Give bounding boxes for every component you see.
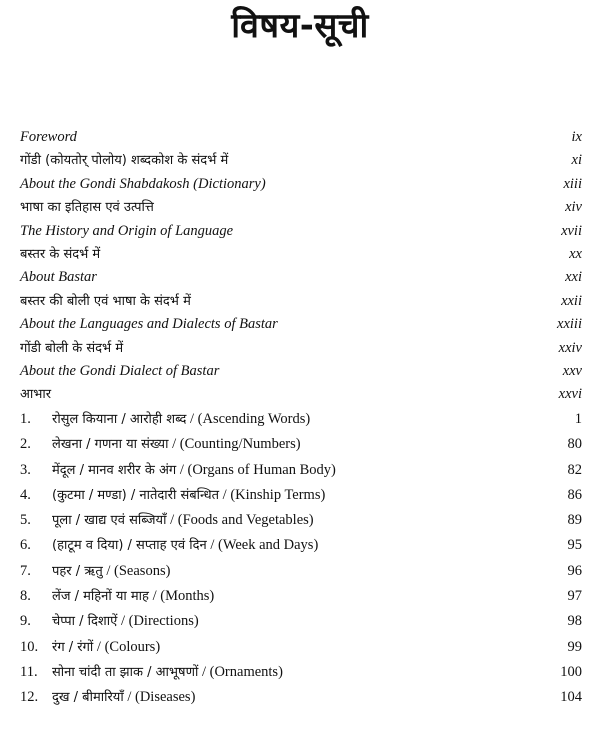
chapter-title-english: (Organs of Human Body) bbox=[187, 461, 336, 478]
chapter-title bbox=[52, 508, 532, 533]
chapter-title-english: (Colours) bbox=[104, 638, 161, 655]
chapter-entry[interactable] bbox=[20, 685, 582, 710]
chapter-entry[interactable] bbox=[20, 609, 582, 634]
chapter-title-hindi: (कुटमा / मण्डा) / नातेदारी संबन्धित bbox=[52, 487, 220, 503]
toc-entry-label: गोंडी बोली के संदर्भ में bbox=[20, 340, 124, 356]
chapter-number: 5. bbox=[20, 512, 31, 529]
chapter-title-english: (Seasons) bbox=[114, 562, 171, 579]
chapter-entry[interactable] bbox=[20, 432, 582, 457]
chapter-number: 4. bbox=[20, 486, 31, 503]
toc-entry-page: xxiii bbox=[557, 316, 582, 333]
toc-entry[interactable] bbox=[20, 290, 582, 313]
chapter-page: 1 bbox=[574, 411, 582, 427]
chapter-page: 95 bbox=[567, 537, 582, 554]
toc-entry-label: बस्तर के संदर्भ में bbox=[20, 246, 101, 262]
title-separator: / bbox=[93, 638, 105, 655]
chapter-page: 96 bbox=[567, 562, 582, 579]
chapter-title-hindi: लेंज / महिनों या माह bbox=[52, 589, 149, 605]
chapter-number: 1. bbox=[20, 411, 31, 427]
toc-entry[interactable] bbox=[20, 196, 582, 219]
toc-entry-label: About the Gondi Shabdakosh (Dictionary) bbox=[20, 175, 266, 192]
chapter-page: 86 bbox=[567, 486, 582, 503]
toc-entry-label: About the Gondi Dialect of Bastar bbox=[20, 362, 220, 379]
toc-entry-label: आभार bbox=[20, 387, 52, 403]
toc-entry-label: About Bastar bbox=[20, 269, 97, 286]
chapter-title-english: (Months) bbox=[160, 588, 215, 605]
toc-entry-page: xi bbox=[571, 152, 582, 169]
chapter-number: 6. bbox=[20, 537, 31, 554]
chapter-entry[interactable] bbox=[20, 483, 582, 508]
chapter-title-hindi: सोना चांदी ता झाक / आभूषणों bbox=[52, 664, 199, 680]
chapter-title-english: (Ascending Words) bbox=[197, 411, 311, 427]
chapter-number: 3. bbox=[20, 461, 31, 478]
chapter-title bbox=[52, 533, 532, 558]
chapter-entry[interactable] bbox=[20, 635, 582, 660]
chapter-entry[interactable] bbox=[20, 584, 582, 609]
title-separator: / bbox=[219, 486, 231, 503]
page-title: विषय-सूची bbox=[231, 6, 369, 46]
toc-entry-label: The History and Origin of Language bbox=[20, 222, 234, 239]
toc-entry[interactable] bbox=[20, 266, 582, 289]
title-separator: / bbox=[176, 461, 188, 478]
toc-entry-label: Foreword bbox=[20, 129, 77, 145]
toc-entry[interactable] bbox=[20, 383, 582, 406]
chapter-entry[interactable] bbox=[20, 533, 582, 558]
toc-entry[interactable] bbox=[20, 149, 582, 172]
chapter-title-hindi: पहर / ऋतु bbox=[52, 563, 103, 579]
chapter-page: 97 bbox=[567, 588, 582, 605]
chapter-title-english: (Directions) bbox=[128, 613, 199, 630]
chapter-title-english: (Week and Days) bbox=[217, 537, 319, 554]
chapter-title bbox=[52, 584, 532, 609]
chapter-title bbox=[52, 483, 532, 508]
chapter-title-hindi: पूला / खाद्य एवं सब्जियाँ bbox=[52, 513, 167, 529]
chapter-title-english: (Counting/Numbers) bbox=[179, 436, 301, 453]
toc-entry-label: गोंडी (कोयतोर् पोलोय) शब्दकोश के संदर्भ में bbox=[20, 153, 229, 169]
chapter-number: 9. bbox=[20, 613, 31, 630]
title-separator: / bbox=[148, 588, 161, 605]
chapter-title bbox=[52, 458, 532, 483]
toc-entry[interactable] bbox=[20, 313, 582, 336]
toc-entry-page: xxi bbox=[565, 269, 582, 286]
chapter-number: 8. bbox=[20, 588, 31, 605]
chapter-number: 10. bbox=[20, 638, 39, 655]
chapter-number: 12. bbox=[20, 689, 39, 706]
toc-entry[interactable] bbox=[20, 243, 582, 266]
chapter-title-hindi: (हाटूम व दिया) / सप्ताह एवं दिन bbox=[52, 538, 207, 554]
toc-entry-label: About the Languages and Dialects of Bastar bbox=[20, 316, 278, 333]
chapter-title bbox=[52, 432, 532, 457]
chapter-title-english: (Kinship Terms) bbox=[230, 486, 326, 503]
chapter-entry[interactable] bbox=[20, 407, 582, 432]
toc-entry-page: xx bbox=[569, 245, 582, 262]
title-separator: / bbox=[117, 613, 129, 630]
title-separator: / bbox=[198, 663, 210, 680]
toc-entry-page: xiv bbox=[565, 199, 582, 216]
toc-entry-label: बस्तर की बोली एवं भाषा के संदर्भ में bbox=[20, 293, 191, 309]
chapter-title bbox=[52, 559, 532, 584]
toc-entry[interactable] bbox=[20, 173, 582, 196]
chapter-title-english: (Ornaments) bbox=[209, 663, 283, 680]
chapter-title bbox=[52, 407, 532, 432]
chapter-entry[interactable] bbox=[20, 508, 582, 533]
toc-entry-page: xxv bbox=[562, 362, 582, 379]
chapter-page: 98 bbox=[567, 613, 582, 630]
chapter-title bbox=[52, 660, 532, 685]
title-separator: / bbox=[206, 537, 218, 554]
toc-entry[interactable] bbox=[20, 220, 582, 243]
chapter-number: 2. bbox=[20, 436, 31, 453]
chapter-title-english: (Foods and Vegetables) bbox=[177, 512, 314, 529]
chapter-page: 80 bbox=[567, 436, 582, 453]
chapter-number: 7. bbox=[20, 562, 31, 579]
toc-entry[interactable] bbox=[20, 126, 582, 149]
chapter-title-hindi: मेंदूल / मानव शरीर के अंग bbox=[52, 462, 177, 478]
chapter-page: 100 bbox=[560, 663, 582, 680]
toc-entry-page: xvii bbox=[561, 222, 582, 239]
chapter-page: 104 bbox=[560, 689, 582, 706]
chapter-entry[interactable] bbox=[20, 660, 582, 685]
title-separator: / bbox=[168, 436, 180, 453]
title-separator: / bbox=[102, 562, 115, 579]
title-separator: / bbox=[166, 512, 178, 529]
chapter-page: 99 bbox=[567, 638, 582, 655]
chapter-page: 89 bbox=[567, 512, 582, 529]
chapter-title bbox=[52, 635, 532, 660]
toc-entry-page: ix bbox=[571, 129, 582, 145]
toc-entry-page: xiii bbox=[563, 175, 582, 192]
toc-entry-label: भाषा का इतिहास एवं उत्पत्ति bbox=[20, 200, 154, 216]
toc-entry-page: xxvi bbox=[558, 386, 582, 403]
chapter-page: 82 bbox=[567, 461, 582, 478]
front-matter-list bbox=[20, 126, 582, 407]
chapter-entry[interactable] bbox=[20, 559, 582, 584]
chapter-title bbox=[52, 609, 532, 634]
toc-entry-page: xxiv bbox=[558, 339, 582, 356]
chapter-title-hindi: रोसुल कियाना / आरोही शब्द bbox=[52, 412, 187, 427]
chapter-title-english: (Diseases) bbox=[135, 689, 196, 706]
chapter-title-hindi: चेप्पा / दिशाऐं bbox=[52, 614, 118, 630]
chapter-list bbox=[20, 407, 582, 711]
title-separator: / bbox=[123, 689, 135, 706]
chapter-title-hindi: दुख / बीमारियाँ bbox=[52, 690, 124, 706]
chapter-title-hindi: लेखना / गणना या संख्या bbox=[52, 437, 169, 453]
chapter-number: 11. bbox=[20, 663, 38, 680]
title-separator: / bbox=[186, 411, 198, 427]
chapter-title-hindi: रंग / रंगों bbox=[52, 639, 94, 655]
toc-entry[interactable] bbox=[20, 337, 582, 360]
toc-entry-page: xxii bbox=[561, 292, 582, 309]
chapter-title bbox=[52, 685, 532, 710]
chapter-entry[interactable] bbox=[20, 458, 582, 483]
toc-entry[interactable] bbox=[20, 360, 582, 383]
